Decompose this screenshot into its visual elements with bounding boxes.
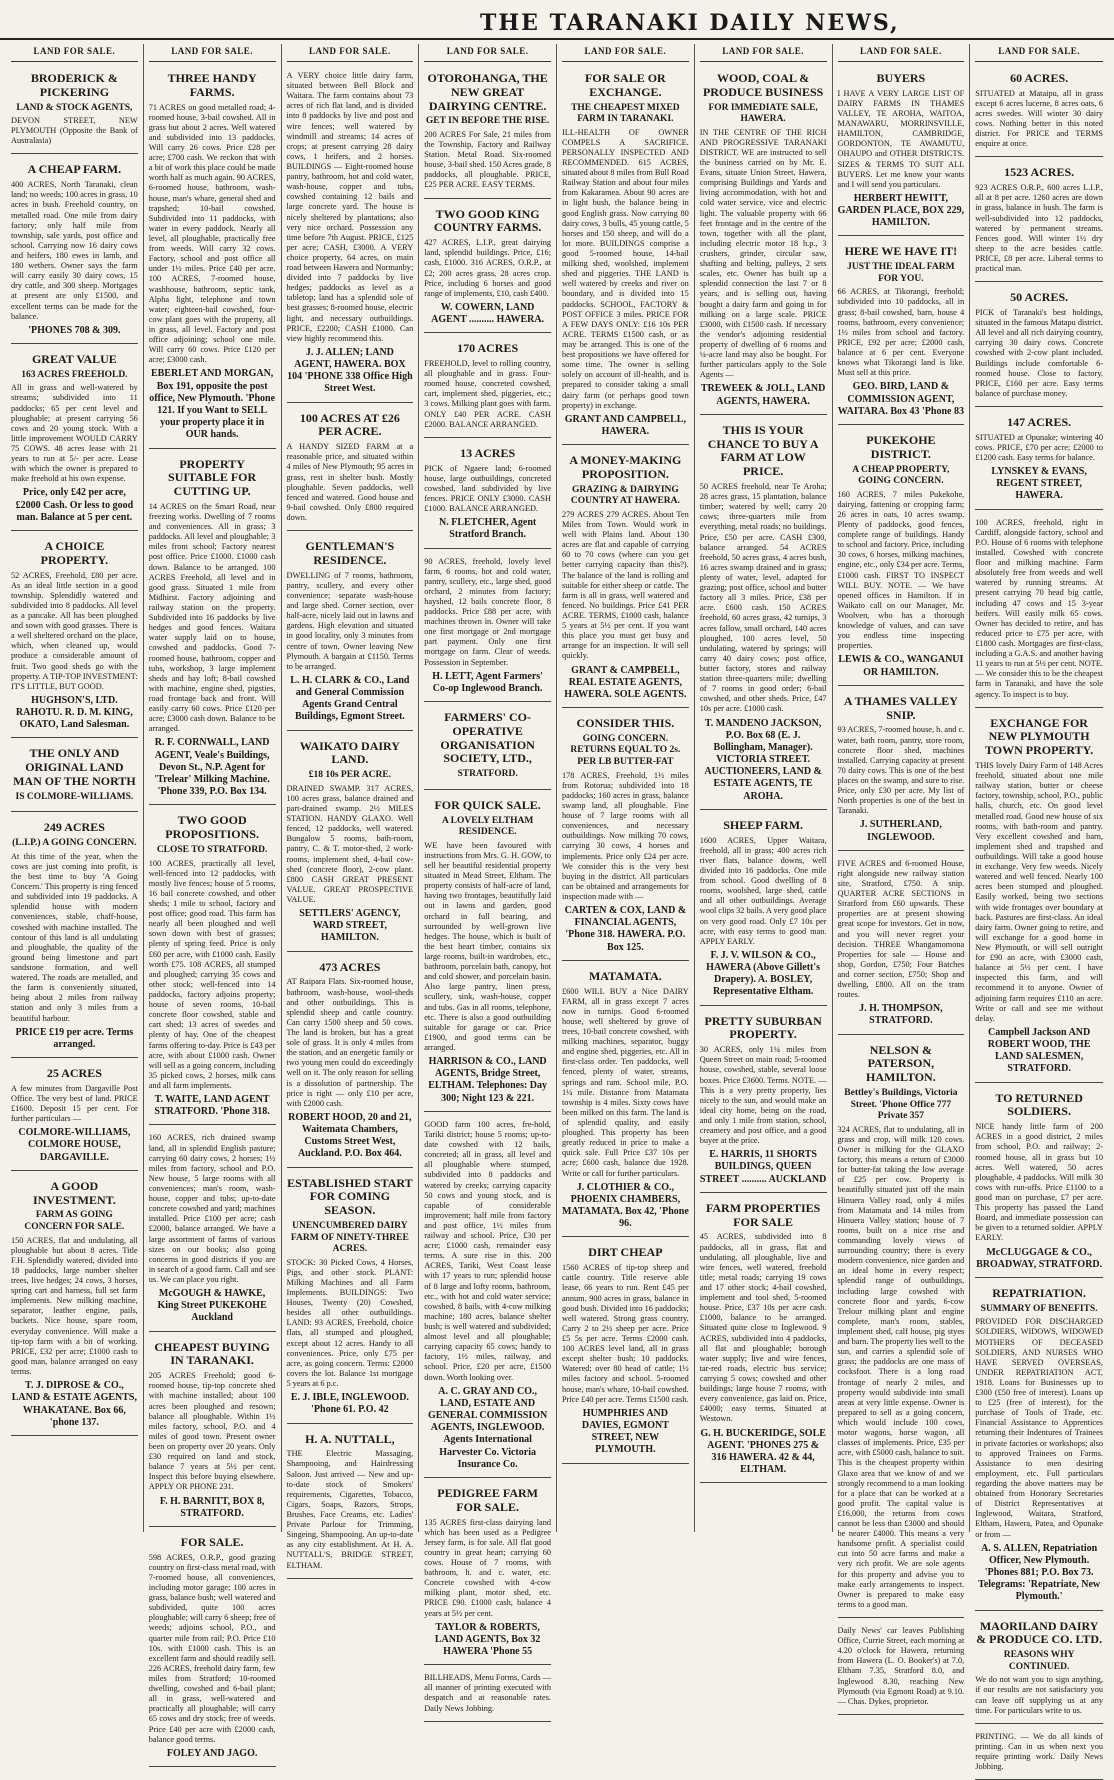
- ad-title: WAIKATO DAIRY LAND.: [299, 738, 400, 767]
- classified-ad: [424, 441, 551, 549]
- ad-body: 427 ACRES, L.I.P., great dairying land, splendid buildings. Price, £16; cash, £1000. 316 ACRES, O.R.P., at £2; 200 acres grass, 28 acres crop. Price, including 6 horses and good range of implements, £10, cash £400.: [424, 238, 551, 298]
- ad-agent: FOLEY AND JAGO.: [166, 1747, 258, 1759]
- ad-body: All in grass and well-watered by streams; subdivided into 11 paddocks; 65 per cent level and ploughable; at present carrying 56 cows and 20 young stock. With a little improvement WOULD CARRY 75 COWS. 48 acres lease with 21 years to run at 5/- per acre. Lease with which the owner is prepared to make freehold at his own expense.: [11, 383, 138, 484]
- classified-ad: [11, 815, 138, 1058]
- classified-ad: [975, 711, 1103, 1083]
- ad-agent: TAYLOR & ROBERTS, LAND AGENTS, Box 32 HAWERA 'Phone 55: [434, 1621, 541, 1658]
- classified-ad: [700, 66, 827, 415]
- classified-ad: [11, 534, 138, 738]
- classified-ad: [562, 711, 689, 961]
- ad-body: DRAINED SWAMP. 317 ACRES, 100 acres grass, balance drained and part-drained swamp. 2½ MILES STATION. HANDY GLAXO. Well fenced, 12 paddocks, well watered. Bungalow 5 rooms, bath-room, pantry, C. & T. motor-shed, 2 work-rooms, implement shed, 4-bail cow-shed (concrete floor), 2-cow plant. £800 CASH GREAT PRESENT VALUE. GREAT PROSPECTIVE VALUE.: [286, 783, 414, 904]
- ad-subtitle: £18 10s PER ACRE.: [308, 770, 392, 781]
- ad-subtitle: FARM AS GOING CONCERN FOR SALE.: [24, 1210, 125, 1233]
- ad-title: PUKEKOHE DISTRICT.: [866, 432, 936, 461]
- ad-subtitle: (L.I.P.) A GOING CONCERN.: [12, 838, 137, 849]
- ad-title: PROPERTY SUITABLE FOR CUTTING UP.: [168, 456, 257, 499]
- classified-ad: [424, 1668, 551, 1721]
- classified-ad: [424, 202, 551, 334]
- ad-body: PRINTING. — We do all kinds of printing. Can in us when next you require printing work. Daily News Jobbing.: [975, 1731, 1103, 1772]
- ad-body: BILLHEADS, Menu Forms, Cards — all manner of printing executed with despatch and at reasonable rates. Daily News Jobbing.: [424, 1673, 552, 1713]
- ad-agent: F. H. BARNITT, BOX 8, STRATFORD.: [159, 1495, 265, 1519]
- ad-body: At this time of the year, when the cows are just coming into profit, is the best time to buy 'A Going Concern.' This property is ring fenced and subdivided into 19 paddocks. A splendid house with modern conveniences, stable, chaff-house, cowshed with machine installed. The contour of this land is all undulating and ploughable, the quality of the ground being limestone and part sandstone formation, and well watered. The roads are metalled, and the farm is conveniently situated, being about 2 miles from railway station and only 3 miles from a beautiful harbour.: [11, 851, 138, 1023]
- ad-body: 400 ACRES, North Taranaki, clean land; no weeds; 100 acres in grass, 10 acres in bush. Freehold country, on metalled road. One mile from dairy factory; only half mile from township, sale yards, post office and school. Carrying now 16 dairy cows and heifers, 180 ewes in lamb, and 180 wethers. Owner says the farm will carry easily 30 dairy cows, 15 dry cattle, and 300 sheep. Mortgages at present are only £1500, and excellent terms can be made for the balance.: [11, 180, 138, 321]
- ad-agent: GRANT AND CAMPBELL, HAWERA.: [564, 413, 686, 437]
- classified-ad: [287, 534, 414, 730]
- classified-ad: [975, 66, 1103, 157]
- ad-subtitle: THE CHEAPEST MIXED FARM IN TARANAKI.: [571, 102, 680, 125]
- column-4: [419, 44, 557, 1713]
- ad-body: 598 ACRES, O.R.P., good grazing country on first-class metal road, with 7-roomed house, all conveniences, including motor garage; 100 acres in grass, balance bush; well watered and subdivided, quite 100 acres ploughable; will carry 6 sheep; free of weeds; adjoins school, P.O., and quarter mile from rail; P.O. Price £10 10s. with £1000 cash. This is an excellent farm and should readily sell. 226 ACRES, freehold dairy farm, few miles from Stratford; 10-roomed dwelling, cowshed and 6-bail plant; all in grass, well-watered and practically all ploughable; will carry 65 cows and dry stock; free of weeds. Price £40 per acre with £2000 cash, balance good terms.: [148, 1552, 276, 1744]
- newspaper-title: THE TARANAKI DAILY NEWS,: [480, 10, 900, 36]
- ad-title: REPATRIATION.: [992, 1285, 1086, 1300]
- classified-ad: [287, 1427, 414, 1579]
- ad-title: BRODERICK & PICKERING: [30, 70, 118, 99]
- classified-ad: [975, 410, 1103, 510]
- column-heading: LAND FOR SALE.: [11, 44, 138, 62]
- ad-body: WE have been favoured with instructions from Mrs. G. H. GOW, to sell her beautiful residential property situated in Mead Street, Eltham. The property consists of half-acre of land, having two frontages, beautifully laid out in lawns and garden, good orchard in full bearing, and surrounded by well-grown live hedges. The house, which is built of the best heart timber, contains six large rooms, built-in wardrobes, etc., bathroom, porcelain bath, canopy, hot and cold shower, and porcelain basin. Also large pantry, linen press, scullery, sink, wash-house, copper and tubs. Gas in all rooms, telephone, etc. There is also a good outbuilding suitable for garage or car. Price £1900, and good terms can be arranged.: [424, 840, 551, 1052]
- ad-agent: J. CLOTHIER & CO., PHOENIX CHAMBERS, MATAMATA. Box 42, 'Phone 96.: [562, 1181, 689, 1230]
- ad-title: BUYERS: [876, 70, 926, 85]
- classified-ad: [975, 285, 1103, 407]
- classified-ad: [838, 239, 965, 425]
- ad-body: 200 ACRES For Sale, 21 miles from the Township, Factory and Railway Station. Metal Road. Six-roomed house, 3-bail shed. 150 Acres grade, 8 paddocks, all ploughable. PRICE, £25 PER ACRE. EASY TERMS.: [424, 129, 551, 190]
- classified-ad: [975, 1086, 1103, 1278]
- ad-agent: PRICE £19 per acre. Terms arranged.: [15, 1026, 134, 1050]
- ad-agent: HUMPHRIES AND DAVIES, EGMONT STREET, NEW PLYMOUTH.: [581, 1407, 669, 1456]
- ad-agent: T. J. DIPROSE & CO., LAND & ESTATE AGENTS, WHAKATANE. Box 66, 'phone 137.: [11, 1380, 137, 1428]
- ad-body: 178 ACRES, Freehold, 1½ miles from Rotorua; subdivided into 18 paddocks; 160 acres in grass, balance swamp land, all ploughable. Fine house of 7 large rooms with all conveniences, and necessary outbuildings. Now milking 70 cows, carrying 30 cows, 4 horses and implements. Price only £24 per acre. We consider this is the very best buying in the district. All particulars can be obtained and arrangements for inspection made with —: [562, 770, 689, 901]
- ad-subtitle: CLOSE TO STRATFORD.: [156, 844, 268, 855]
- ad-agent: E. HARRIS, 11 SHORTS BUILDINGS, QUEEN STREET .......... AUCKLAND: [699, 1149, 827, 1185]
- ad-body: 14 ACRES on the Smart Road, near freezing works. Dwelling of 7 rooms and conveniences. All in grass; 3 paddocks. All level and ploughable; 3 miles from school; Factory nearest post office. Price £1000. £1000 cash down. Balance to be arranged. 100 ACRES Freehold, all level and in good grass. Situated 1 mile from Midhirst. Factory adjoining and railway station on the property. Subdivided into 16 paddocks by live hedges and good fences. Waitara water supply laid on to house, cowshed and paddocks. Good 7-roomed house, bathroom, copper and tubs, workshop, 3 large implement sheds and hay loft; 8-bail cowshed with machine, engine shed, pigsties, road frontage back and front. Will easily carry 60 cows. Price £120 per acre; £3000 cash down. Balance to be arranged.: [148, 501, 276, 734]
- classified-ad: [424, 336, 551, 438]
- classified-ad: [424, 1115, 551, 1478]
- ad-body: GOOD farm 100 acres, fre-hold, Tariki district; house 5 rooms; up-to-date cowshed with 12 bails, concreted; all in grass, all level and all ploughable where stumped, subdivided into 8 paddocks and watered by creeks; carrying capacity 50 cows and young stock, and is capable of considerable improvement; half mile from factory and post office, 1½ miles from railway and school. Price, £30 per acre; £1000 cash, remainder easy terms. A sure rise in this. 200 ACRES, Tariki, West Coast lease with 17 years to run; splendid house of 8 large and lofty rooms, bathroom, etc., with hot and cold water service; cowshed, 8 bails, with 4-cow milking machine; 180 acres, balance shelter bush; is well watered and subdivided; almost level and all ploughable; carrying capacity 65 cows; handy to factory, 1½ miles, railway, and school. Price, £20 per acre, £1500 down. Worth looking over.: [424, 1119, 551, 1382]
- column-1: [6, 44, 144, 1532]
- ad-agent: Price, only £42 per acre, £2000 Cash. Or less to good man. Balance at 5 per cent.: [15, 487, 134, 523]
- ad-title: TWO GOOD KING COUNTRY FARMS.: [433, 206, 542, 235]
- ad-agent: Campbell Jackson AND ROBERT WOOD, THE LAND SALESMEN, STRATFORD.: [987, 1026, 1091, 1075]
- classified-ad: [11, 347, 138, 531]
- ad-title: ESTABLISHED START FOR COMING SEASON.: [287, 1175, 413, 1218]
- ad-title: GENTLEMAN'S RESIDENCE.: [305, 539, 395, 567]
- classified-ad: [287, 1171, 414, 1424]
- ad-title: OTOROHANGA, THE NEW GREAT DAIRYING CENTRE.: [427, 70, 548, 113]
- ad-title: DIRT CHEAP: [588, 1245, 663, 1260]
- ad-body: 50 ACRES freehold, near Te Aroha; 28 acres grass, 15 plantation, balance timber; watered by well; carry 20 cows; three-quarters mile from everything, metal roads; no buildings. Price, £50 per acre. CASH £300, balance arranged. 54 ACRES freehold, 50 acres grass, 4 acres bush, 16 acres swamp drained and in grass; plenty of water, level, adapted for grazing; post office, school and butter factory all 3 miles. Price, £38 per acre. £600 cash. 150 ACRES freehold, 60 acres grass, 42 turnips, 3 acres fallow, small orchard, 140 acres ploughed, 100 acres level, 50 undulating, watered by springs; will carry 40 dairy cows; post office, butter factory, stores and railway station three-quarters mile; dwelling of 7 rooms in good order; 6-bail cowshed, and other sheds. Price, £47 10s per acre. £1000 cash.: [699, 482, 827, 714]
- classified-ad: [424, 1481, 551, 1665]
- ad-agent: HARRISON & CO., LAND AGENTS, Bridge Street, ELTHAM. Telephones: Day 300; Night 123 & 221.: [428, 1056, 548, 1104]
- ad-subtitle: STRATFORD.: [457, 769, 518, 780]
- ad-body: 160 ACRES, rich drained swamp land, all in splendid English pasture; carrying 60 dairy cows, 2 horses; 1½ miles from factory, school and P.O. New house, 5 large rooms with all conveniences; man's room, wash-house, copper and tubs; up-to-date concrete cowshed and yard; machines installed. Price £100 per acre; cash £2000, balance arranged. We have a large assortment of farms of various sizes on our books; also going concerns in good districts if you are in search of a good farm. Call and see us. We can place you right.: [148, 1133, 276, 1284]
- classified-ad: [11, 1174, 138, 1436]
- classified-ad: [562, 448, 689, 708]
- column-heading: LAND FOR SALE.: [149, 44, 276, 62]
- classified-ad: [700, 418, 827, 810]
- ad-body: We do not want you to sign anything, if our results are not satisfactory you can leave off supplying us at any time. For particulars write to us.: [975, 1675, 1103, 1715]
- ad-title: 100 ACRES AT £26 PER ACRE.: [299, 410, 400, 439]
- ad-subtitle: GRAZING & DAIRYING COUNTRY AT HAWERA.: [570, 484, 680, 507]
- ad-body: 100 ACRES, practically all level, well-fenced into 12 paddocks, with mostly live fences; house of 5 rooms, 16 bail concrete cowshed, and other sheds; 1 mile to school, factory and post office; good road. This farm has nearly all been ploughed and well sown down with best of grasses; plenty of spring feed. Price is only £60 per acre, with £1000 cash. Easily worth £75. 108 ACRES, all stumped and ploughed; carrying 35 cows and other stock; well-fenced into 14 paddocks, factory adjoins property; house of seven rooms, 10-bail concrete floor cowshed, stable and cart shed; 13 acres of swedes and plenty of hay. One of the cheapest farms offering to-day. Price is £43 per acre, with about £1000 cash. Owner will sell as a going concern, including 35 picked cows, 2 horses, milk cans and all farm implements.: [148, 858, 276, 1090]
- ad-body: 279 ACRES 279 ACRES. About Ten Miles from Town. Would work in well with Plains land. About 130 acres are flat and capable of carrying 60 to 70 cows (where can you get better carrying capacity than this?). The balance of the land is rolling and suitable for either sheep or cattle. The farm is all in grass, well watered and fenced. No buildings. Price £41 PER ACRE. TERMS, £1000 cash, balance 5 years at 5½ per cent. If you want this place you must get busy and arrange for an inspection. It will sell quickly.: [562, 509, 689, 661]
- classified-ad: [700, 1009, 827, 1193]
- ad-title: A THAMES VALLEY SNIP.: [843, 693, 958, 722]
- classified-ad: [700, 813, 827, 1006]
- ad-body: PROVIDED FOR DISCHARGED SOLDIERS, WIDOWS, WIDOWED MOTHERS OF DECEASED SOLDIERS, AND NURSES WHO HAVE SERVED OVERSEAS, UNDER REPATRIATION ACT, 1918. Loans for Businesses up to £300 (£50 free of interest). Loans up to £25 (free of interest), for the purchase of Tools of Trade, etc. Financial Assistance to Apprentices returning their Indentures of Trainees in private factories or workshops; also to approved Trainees on Farms. Assistance to men desiring employment, etc. Full particulars regarding the above matters may be obtained from Honorary Secretaries of District Representatives at Inglewood, Waitara, Stratford, Eltham, Hawera, Patea, and Opunake or from —: [975, 1317, 1103, 1539]
- ad-subtitle: Bettley's Buildings, Victoria Street. 'Phone Office 777 Private 357: [844, 1088, 958, 1122]
- classified-ad: [700, 1196, 827, 1483]
- ad-subtitle: GOING CONCERN. RETURNS EQUAL TO 2s. PER LB BUTTER-FAT: [570, 733, 681, 768]
- ad-agent: E. J. IBLE, INGLEWOOD. 'Phone 61. P.O. 42: [290, 1392, 409, 1416]
- ad-body: A few minutes from Dargaville Post Office. The very best of land. PRICE £1600. Deposit 15 per cent. For further particulars —: [11, 1083, 138, 1124]
- ad-body: A VERY choice little dairy farm, situated between Bell Block and Waitara. The farm contains about 73 acres of rich flat land, and is divided into 8 paddocks by live and post and wire fences; well watered by windmill and streams; 14 acres of crops; at present carrying 28 dairy cows, 1 heifers, and 2 horses. BUILDINGS — Eight-roomed house pantry, bathroom, hot and cold water, wash-house, copper and tubs, cowshed containing 12 bails and large concrete yard. The house is nicely sheltered by plantations; also very nice orchard. Possession any time before 7th August. PRICE, £125 per acre; CASH, £3000. A VERY choice property, 64 acres, on main road between Hawera and Normanby; divided into 7 paddocks by live hedges; paddocks as level as a tabletop; land has a splendid sole of best grasses; 8-roomed house, electric light, and necessary outbuildings. PRICE, £2200; CASH £1000. Can view highly recommend this.: [286, 70, 414, 343]
- ad-body: SITUATED at Mataipu, all in grass except 6 acres lucerne, 8 acres oats, 6 acres swedes. Will winter 30 dairy cows. Nothing better in this noted district. For PRICE and TERMS enquire at once.: [975, 88, 1103, 149]
- classified-ad: [11, 1061, 138, 1171]
- ad-body: AT Raipara Flats. Six-roomed house, bathroom, wash-house, wool-sheds and other outbuildings. This is splendid sheep and cattle country. Can carry 1500 sheep and 50 cows. The land is broken, but has a great sole of grass. It is only 4 miles from the station, and an energetic family or two young men could do exceedingly well on it. The only reason for selling is a dissolution of partnership. The price is right — only £10 per acre, with £2000 cash.: [286, 977, 414, 1108]
- ad-agent: T. WAITE, LAND AGENT STRATFORD. 'Phone 318.: [154, 1094, 270, 1118]
- ad-title: H. A. NUTTALL,: [305, 1431, 395, 1446]
- ad-agent: LEWIS & CO., WANGANUI OR HAMILTON.: [838, 654, 964, 678]
- ad-title: THE ONLY AND ORIGINAL LAND MAN OF THE NORTH: [13, 746, 136, 789]
- ad-title: 1523 ACRES.: [1004, 165, 1075, 180]
- ad-body: FIVE ACRES and 6-roomed House, right alongside new railway station site, Stratford, £750. A snip. QUARTER ACRE SECTIONS in Stratford from £60 upwards. These properties are at present showing great scope for investors. Get in now, and you will never regret your decision. THREE Whangamomona Properties for sale — House and shop, Gordon, £750; Four Batches and corner section, £750; Shop and dwelling, £800. All on the tram routes.: [837, 858, 965, 1000]
- ad-body: PICK of Ngaere land; 6-roomed house, large outbuildings, concreted cowshed, land subdivided by live fences. PRICE ONLY £3000. CASH £1000. BALANCE ARRANGED.: [424, 463, 551, 514]
- ad-title: A MONEY-MAKING PROPOSITION.: [569, 453, 682, 481]
- classified-ad: [838, 66, 965, 236]
- column-2: [144, 44, 282, 1759]
- ad-body: A HANDY SIZED FARM at a reasonable price, and situated within 4 miles of New Plymouth; 95 acres in grass, rest in shelter bush. Mostly ploughable. Seven paddocks, well fenced and watered. Good house and 9-bail cowshed. Only £800 required down.: [286, 442, 414, 523]
- ad-title: FOR QUICK SALE.: [434, 797, 541, 812]
- ad-agent: L. H. CLARK & CO., Land and General Commission Agents Grand Central Buildings, Egmont Street.: [290, 674, 410, 723]
- ad-agent: McCLUGGAGE & CO., BROADWAY, STRATFORD.: [976, 1246, 1103, 1270]
- ad-body: STOCK: 30 Picked Cows, 4 Horses, Pigs, and other stock. PLANT: Milking Machines and all Farm Implements. BUILDINGS: Two Houses, Twenty (20) Cowshed, besides all other outbuildings. LAND: 93 ACRES, Freehold, choice flats, all stumped and ploughed, except about 12 acres. Handy to all conveniences. Price, only £75 per acre, as going concern. Terms: £2000 covers the lot. Balance 1st mortgage 5 years at 6 p.c.: [286, 1257, 414, 1389]
- ad-body: 45 ACRES, subdivided into 8 paddocks, all in grass, flat and undulating, all ploughable, live and wire fences, well watered, freehold title; metal roads; carrying 19 cows and 17 other stock; 4-bail cowshed, implement and tool shed, 5-roomed house. Price, £37 10s per acre cash. £1000, balance to be arranged. Situated quite close to Inglewood. 9 ACRES, subdivided into 4 paddocks, all flat and ploughable; borough water supply; live and wire fences, tar-red roads, electric bus service; carrying 5 cows; cowshed and other buildings; large house 7 rooms, with every convenience, gas laid on. Price, £4000; easy terms. Situated at Westown.: [699, 1232, 827, 1424]
- ad-agent: J. J. ALLEN; LAND AGENT, HAWERA. BOX 104 'PHONE 338 Office High Street West.: [287, 346, 413, 395]
- classified-ad: [287, 734, 414, 952]
- ad-body: Daily News' car leaves Publishing Office, Currie Street, each morning at 4.20 o'clock for Hawera, returning from Hawera (L. O. Booker's) at 7.0, Eltham 7.35, Stratford 8.0, and Inglewood 8.30, reaching New Plymouth (via Egmont Road) at 9.10. — Chas. Dykes, proprietor.: [837, 1626, 965, 1706]
- classified-ad: [562, 964, 689, 1238]
- ad-title: A GOOD INVESTMENT.: [32, 1178, 116, 1207]
- ad-title: 249 ACRES: [43, 820, 105, 835]
- ad-body: 71 ACRES on good metalled road; 4-roomed house, 3-bail cowshed. All in grass but about 2 acres. Well watered and subdivided into 13 paddocks. Will carry 26 cows. Price £28 per acre; £700 cash. We reckon that with a bit of work this place could be made worth half as much again. 90 ACRES, 6-roomed house, bathroom, wash-house, man's whare, general shed and trapshed; 10-bail cowshed. Subdivided into 11 paddocks, with water in every paddock. Nearly all level, all ploughable, practically free from weeds. Will carry 32 cows. Factory, school and post office all under 1½ miles. Price £40 per acre. 100 ACRES, 7-roomed house, washhouse, bathroom, septic tank, Alpha light, telephone and town water; eighteen-bail cowshed, four-cow plant goes with the property, all in grass, all level. Factory and post office adjoining; school one mile. Will carry 60 cows. Price £120 per acre; £3000 cash.: [148, 102, 276, 365]
- ad-body: 52 ACRES, Freehold, £80 per acre. As an ideal little section in a good township. Splendidly watered and subdivided into 8 paddocks. All level as a pancake. All has been ploughed and sown with good grasses. There is a well sheltered orchard on the place, which, when cleaned up, would produce a considerable amount of fruit. Two good sheds go with the property. A TIP-TOP INVESTMENT: IT'S LITTLE, BUT GOOD.: [11, 570, 138, 691]
- classified-ad: [149, 808, 276, 1125]
- column-heading: LAND FOR SALE.: [424, 44, 551, 62]
- ad-body: DWELLING of 7 rooms, bathroom, pantry, scullery, and every other convenience; separate wash-house and large shed. Corner section, over half-acre, nicely laid out in lawns and gardens. High elevation and situated in good locality, only 3 minutes from centre of town. Owner leaving New Plymouth. A bargain at £1150. Terms to be arranged.: [286, 570, 414, 671]
- ad-agent: A. S. ALLEN, Repatriation Officer, New Plymouth. 'Phones 881; P.O. Box 73. Telegrams: 'Repatriate, New Plymouth.': [978, 1542, 1101, 1603]
- ad-title: GREAT VALUE: [31, 351, 117, 366]
- ad-body: 205 ACRES Freehold; good 6-roomed house, tip-top concrete shed with machine installed; about 100 acres been ploughed and resown; balance all ploughable. Within 1½ miles factory, school, P.O. and 4 miles of good town. Present owner been on property over 20 years. Only £30 required on land and stock, balance 7 years at 5½ per cent. Inspect this before buying elsewhere. APPLY OR PHONE 231.: [148, 1371, 276, 1492]
- ad-agent: N. FLETCHER, Agent Stratford Branch.: [439, 517, 537, 541]
- ad-subtitle: 163 ACRES FREEHOLD.: [21, 369, 128, 380]
- classified-ad: [287, 406, 414, 531]
- ad-body: 135 ACRES first-class dairying land which has been used as a Pedigree Jersey farm, is for sale. All flat good country in great heart; carrying 60 cows. House of 7 rooms, with bathroom, h. and c. water, etc. Concrete cowshed with 4-cow milking plant, motor shed, etc. PRICE £90. £1000 cash, balance 4 years at 5½ per cent.: [424, 1517, 551, 1618]
- ad-title: 25 ACRES: [46, 1066, 102, 1081]
- ad-title: 473 ACRES: [319, 959, 381, 974]
- ad-agent: GRANT & CAMPBELL, REAL ESTATE AGENTS, HAWERA. SOLE AGENTS.: [564, 664, 687, 700]
- column-5: [557, 44, 695, 1532]
- ad-agent: COLMORE-WILLIAMS, COLMORE HOUSE, DARGAVILLE.: [18, 1127, 131, 1163]
- ad-subtitle: UNENCUMBERED DAIRY FARM OF NINETY-THREE ACRES.: [290, 1220, 409, 1255]
- ad-body: THE Electric Massaging, Shampooing, and Hairdressing Saloon. Just arrived — New and up-to-date stock of Smokers' requirements, Cigarettes, Tobacco, Cigars, Soaps, Razors, Strops, Brushes, Face Creams, etc. Ladies' Private Parlour for Trimming, Singeing, Shampooing. An up-to-date as any city establishment. At H. A. NUTTALL'S, BRIDGE STREET, ELTHAM.: [286, 1449, 414, 1570]
- ad-title: THREE HANDY FARMS.: [167, 70, 257, 99]
- ad-agent: HERBERT HEWITT, GARDEN PLACE, BOX 229, HAMILTON.: [837, 192, 965, 229]
- ad-body: 1560 ACRES of tip-top sheep and cattle country. Title reserve able lease, 66 years to run. Rent £45 per annum. 900 acres in grass, balance in good bush. Divided into 16 paddocks; well watered. Strong grass country. Carry 2 to 2½ sheep per acre. Price £5 5s per acre. Terms £2000 cash. 100 ACRES level land, all in grass except shelter bush; 10 paddocks. Watered; over 80 head of cattle; 1½ miles factory and school. 5-roomed house, man's whare, 10-bail cowshed. Price £40 per acre. Terms £1500 cash.: [562, 1263, 689, 1404]
- ad-title: TO RETURNED SOLDIERS.: [995, 1090, 1083, 1119]
- column-3: [282, 44, 420, 1570]
- ad-agent: H. LETT, Agent Farmers' Co-op Inglewood Branch.: [432, 670, 543, 694]
- ad-body: DEVON STREET, NEW PLYMOUTH (Opposite the Bank of Australasia): [11, 116, 138, 146]
- ad-body: 150 ACRES, flat and undulating, all ploughable but about 8 acres. Title F.H. Splendidly watered, divided into 18 paddocks, large number shelter trees, live hedges; 24 cows, 3 horses, spring cart and harness, full set farm implements. New milking machine, separator, leather engine, pails, buckets. Nice house, spare room, everyday convenience. Will make a tip-top farm with a bit of working. PRICE, £32 per acre; £1000 cash to good man, balance arranged on easy terms.: [11, 1235, 138, 1377]
- ad-agent: W. COWERN, LAND AGENT .......... HAWERA.: [431, 301, 545, 326]
- ad-title: A CHEAP FARM.: [27, 162, 122, 177]
- classified-ad: [11, 741, 138, 812]
- ad-subtitle: A CHEAP PROPERTY, GOING CONCERN.: [852, 464, 950, 487]
- ad-body: 923 ACRES O.R.P., 600 acres L.I.P., all at 8 per acre. 1260 acres are down in grass, balance in bush. The farm is well-subdivided into 12 paddocks, watered by permanent streams. Fences good. Will winter 1½ dry sheep to the acre besides cattle. PRICE, £8 per acre. Liberal terms to practical man.: [975, 183, 1103, 274]
- classified-ad: [975, 1281, 1103, 1611]
- classified-ad: [838, 689, 965, 851]
- classified-ad: [838, 1621, 965, 1715]
- classified-ad: [562, 1240, 689, 1463]
- ad-agent: McGOUGH & HAWKE, King Street PUKEKOHE Auckland: [157, 1288, 267, 1324]
- ad-subtitle: JUST THE IDEAL FARM FOR YOU.: [847, 262, 955, 284]
- ad-title: SHEEP FARM.: [723, 817, 804, 832]
- ad-agent: T. MANDENO JACKSON, P.O. Box 68 (E. J. Bollingham, Manager). VICTORIA STREET. AUCTIONEERS, LAND & ESTATE AGENTS, TE AROHA.: [704, 717, 822, 802]
- ad-body: 324 ACRES, flat to undulating, all in grass and crop, will milk 120 cows. Owner is milking for the GLAXO factory, this means a return of £3000 for butter-fat taking the low average of £25 per cow. Property is beautifully situated just off the main Hinuera Valley road, only 4 miles from Matamata and 14 miles from Hinuera Valley station; house of 7 rooms, built on a nice rise and commanding lovely views of surrounding country; there is every modern convenience, nice garden and an ideal home in every respect; splendid range of outbuildings, including large cowshed with concrete floor and yards, 6-cow Trelour milking plant and engine complete, man's room, stables, implement shed, calf house, pig styes and barn. The property lies well to the sun, and carries a splendid sole of grass; the paddocks are one mass of cocksfoot. There is a long road frontage of nearly 2 miles, and property would subdivide into small areas at very little expense. Owner is prepared to sell as a going concern, which would include 100 cows, motor wagons, horse wagon, all classes of implements. Price, £35 per acre, with £5000 cash, balance to suit. This is the cheapest property within Glaxo area that we know of and we strongly recommend to a man looking for a place that can be worked at a good profit. The capital value is £16,000, the returns from cows cannot be less than £3000 and should be nearer £4000. This means a very handsome profit. A specialist could cut into 50 acre farms and make a very rich profit. We are sole agents for this property and advise you to make early arrangements to inspect. Owner is prepared to make easy terms to a good man.: [837, 1124, 965, 1609]
- classified-ad: [424, 66, 551, 199]
- column-heading: LAND FOR SALE.: [975, 44, 1103, 62]
- classified-ad: [562, 66, 689, 445]
- classified-ad: [838, 854, 965, 1035]
- ad-body: IN THE CENTRE OF THE RICH AND PROGRESSIVE TARANAKI DISTRICT. WE are instructed to sell the business carried on by Mr. E. Evans, situate Union Street, Hawera, comprising Buildings and Yards and living accommodation, with hot and cold water service, vice and electric light. The valuable property with 66 feet frontage and in the centre of the town, together with all the plant, including electric motor 18 h.p., 3 crushers, grinder, circular saw, shafting and belting, pulleys, 2 sets scales, etc. Owner has built up a splendid connection the last 7 or 8 years, and is selling out, having bought a dairy farm and going in for milking on a large scale. PRICE £3000, with £1500 cash. If necessary the vendor's adjoining residential property of dwelling of 6 rooms and ¼-acre land may also be bought. For further particulars apply to the Sole Agents —: [699, 127, 827, 380]
- ad-title: EXCHANGE FOR NEW PLYMOUTH TOWN PROPERTY.: [984, 715, 1094, 758]
- ad-title: PEDIGREE FARM FOR SALE.: [437, 1486, 539, 1514]
- ad-title: A CHOICE PROPERTY.: [40, 539, 109, 567]
- ad-title: 60 ACRES.: [1010, 70, 1069, 85]
- ad-agent: 'PHONES 708 & 309.: [28, 324, 121, 336]
- ad-title: TWO GOOD PROPOSITIONS.: [165, 813, 259, 842]
- classified-ad: [424, 705, 551, 790]
- ad-agent: J. H. THOMPSON, STRATFORD.: [859, 1003, 943, 1027]
- ad-body: £600 WILL BUY a Nice DAIRY FARM, all in grass except 7 acres now in turnips. Good 6-roomed house, well sheltered by grove of trees, 10-bail concrete cowshed, with milking machines, separator, buggy and engine shed, piggeries, etc. All in first-class order. Ten paddocks, well fenced, plenty of water, streams, springs and ram. School mile, P.O. 1¼ mile. Distance from Matamata township is 4 miles. Sixty cows have been milked on this farm. The land is of splendid quality, and easily ploughed. This property has been greatly reduced in price to make a quick sale. Full Price £37 10s per acre; £600 cash, balance due 1928. Write or call for further particulars.: [562, 986, 689, 1178]
- ad-agent: G. H. BUCKERIDGE, SOLE AGENT. 'PHONES 275 & 316 HAWERA. 42 & 44, ELTHAM.: [700, 1427, 826, 1476]
- ad-subtitle: REASONS WHY CONTINUED.: [1003, 1650, 1075, 1672]
- ad-agent: R. F. CORNWALL, LAND AGENT, Veale's Buildings, Devon St., N.P. Agent for 'Trelear' Milking Machine. 'Phone 339, P.O. Box 134.: [154, 737, 270, 798]
- ad-body: 90 ACRES, freehold, lovely level farm, 6 rooms, hot and cold water, pantry, scullery, etc., large shed, good orchard, 2 minutes from factory; hayshed, 12 bails concrete floor, 8 paddocks. Price £88 per acre, with machines thrown in. Owner will take one first mortgage or 2nd mortgage part payment. Only one first mortgage on farm. Clear of weeds. Possession in September.: [424, 556, 551, 667]
- column-7: [833, 44, 971, 1706]
- classified-ad: [975, 1614, 1103, 1724]
- column-heading: LAND FOR SALE.: [838, 44, 965, 62]
- ad-body: PICK of Taranaki's best holdings, situated in the famous Matapu district. All level and all rich dairying country, carrying 30 dairy cows. Concrete cowshed with 2-cow plant included. Buildings include comfortable 6-roomed house. Close to factory. PRICE, £160 per acre. Easy terms balance of purchase money.: [975, 308, 1103, 398]
- ad-body: 160 ACRES, 7 miles Pukekohe, dairying, fattening or cropping farm; 26 acres in oats, 10 acres swamp. Plenty of paddocks, good fences, complete range of buildings. Handy to school and factory. Price, including 30 cows, 6 horses, milking machines, engine, etc., only £34 per acre. Terms, £1000 cash. FIRST TO INSPECT WILL BUY. NOTE. — We have opened offices in Hamilton. If in Waikato call on our Manager, Mr. Woolven, who has a thorough knowledge of values, and can save you endless time inspecting properties.: [837, 489, 965, 651]
- ad-subtitle: LAND & STOCK AGENTS,: [16, 102, 133, 113]
- ad-subtitle: SUMMARY OF BENEFITS.: [980, 1303, 1098, 1314]
- ad-body: 100 ACRES, freehold, right in Cardiff, alongside factory, school and P.O. House of 6 rooms with telephone installed. Cowshed with concrete floor and milking machine. Farm absolutely free from weeds and well watered by running streams. At present carrying 70 head big cattle, including 47 cows and 15 3-year heifers. Will easily milk 65 cows. Owner has decided to retire, and has reduced price to £75 per acre, with £1800 cash. Mortgages are first-class, including a G.A.S. and another having 11 years to run at 5½ per cent. NOTE. — We consider this to be the cheapest farm in Taranaki, and have the sole agency. To inspect is to buy.: [975, 517, 1103, 699]
- ad-body: 30 ACRES, only 1¼ miles from Queen Street on main road; 5-roomed house, cowshed, stable, several loose boxes. Price £3600. Terms. NOTE. — This is a very pretty property, lies nicely to the sun, and would make an ideal city home, being on the road, and only 1 mile from station, school, creamery and post office, and a good buyer at the price.: [699, 1045, 827, 1146]
- classified-ad: [838, 1038, 965, 1618]
- ad-body: NICE handy little farm of 200 ACRES in a good district, 2 miles from school, P.O. and railway; 2-roomed house, all in grass but 10 acres. Well watered, 50 acres ploughable, 4 paddocks. Will milk 30 cows with run-offs. Price £1100 to a good man on purchase, £7 per acre. This property has passed the Land Board, and immediate possession can be given to a returned soldier. APPLY EARLY.: [975, 1122, 1103, 1243]
- classified-ad: [975, 1727, 1103, 1780]
- ad-title: MAORILAND DAIRY & PRODUCE CO. LTD.: [976, 1618, 1103, 1647]
- ad-title: FOR SALE.: [180, 1534, 244, 1549]
- ad-agent: GEO. BIRD, LAND & COMMISSION AGENT, WAITARA. Box 43 'Phone 83: [837, 381, 964, 417]
- classified-columns: [6, 44, 1108, 1772]
- classified-ad: [975, 513, 1103, 708]
- ad-title: WOOD, COAL & PRODUCE BUSINESS: [702, 70, 824, 99]
- classified-ad: [11, 157, 138, 344]
- ad-title: FARM PROPERTIES FOR SALE: [705, 1200, 821, 1229]
- masthead: [0, 0, 1114, 40]
- column-6: [695, 44, 833, 1532]
- column-heading: LAND FOR SALE.: [287, 44, 414, 62]
- classified-ad: [287, 955, 414, 1168]
- ad-agent: ROBERT HOOD, 20 and 21, Waitemata Chambers, Customs Street West, Auckland. P.O. Box 464.: [288, 1111, 412, 1160]
- classified-ad: [838, 428, 965, 686]
- ad-agent: CARTEN & COX, LAND & FINANCIAL AGENTS, 'Phone 318. HAWERA. P.O. Box 125.: [564, 905, 687, 953]
- ad-agent: TREWEEK & JOLL, LAND AGENTS, HAWERA.: [700, 383, 826, 407]
- ad-title: FOR SALE OR EXCHANGE.: [585, 70, 666, 99]
- classified-ad: [149, 66, 276, 449]
- ad-title: HERE WE HAVE IT!: [844, 244, 958, 259]
- classified-ad: [424, 552, 551, 703]
- ad-subtitle: FOR IMMEDIATE SALE, HAWERA.: [708, 102, 818, 125]
- ad-agent: SETTLERS' AGENCY, WARD STREET, HAMILTON.: [299, 908, 401, 944]
- ad-agent: F. J. V. WILSON & CO., HAWERA (Above Gillett's Drapery). A. BOSLEY, Representative Eltham.: [706, 949, 821, 998]
- ad-title: 170 ACRES: [457, 341, 519, 356]
- ad-title: MATAMATA.: [588, 968, 662, 983]
- ad-title: THIS IS YOUR CHANCE TO BUY A FARM AT LOW PRICE.: [707, 422, 819, 479]
- ad-agent: J. SUTHERLAND, INGLEWOOD.: [859, 819, 942, 843]
- ad-title: NELSON & PATERSON, HAMILTON.: [866, 1042, 936, 1085]
- ad-agent: A. C. GRAY AND CO., LAND, ESTATE AND GENERAL COMMISSION AGENTS, INGLEWOOD. Agents International Harvester Co. Victoria Insurance Co.: [428, 1385, 548, 1470]
- ad-title: FARMERS' CO-OPERATIVE ORGANISATION SOCIETY, LTD.,: [440, 710, 535, 766]
- ad-title: CHEAPEST BUYING IN TARANAKI.: [154, 1339, 270, 1368]
- ad-title: 50 ACRES.: [1010, 290, 1069, 305]
- classified-ad: [975, 160, 1103, 282]
- ad-body: SITUATED at Opunake; wintering 40 cows. PRICE, £70 per acre; £2000 to £1200 cash. Easy terms for balance.: [975, 432, 1103, 462]
- classified-ad: [149, 1530, 276, 1767]
- ad-subtitle: A LOVELY ELTHAM RESIDENCE.: [441, 815, 534, 838]
- ad-title: CONSIDER THIS.: [576, 716, 675, 731]
- ad-body: 93 ACRES, 7-roomed house, h. and c. water, bath room, pantry, store room, concrete floor shed, machines installed. Carrying capacity at present 70 dairy cows. This is one of the best places on the swamp, and sure to rise. Price, only £30 per acre. My list of North properties is one of the best in Taranaki.: [837, 725, 965, 816]
- column-heading: LAND FOR SALE.: [700, 44, 827, 62]
- ad-agent: EBERLET AND MORGAN, Box 191, opposite the post office, New Plymouth. 'Phone 121. If you Want to SELL your property place it in OUR hands.: [149, 368, 276, 441]
- classified-ad: [149, 1128, 276, 1331]
- ad-agent: HUGHSON'S, LTD. RAHOTU. R. D. M. KING, OKATO, Land Salesman.: [15, 694, 133, 731]
- classified-ad: [287, 66, 414, 403]
- ad-body: 1600 ACRES, Upper Waitara, freehold, all in grass; 400 acres rich river flats, balance downs, well divided into 16 paddocks. One mile from school. Good dwelling of 8 rooms, woolshed, large shed, cattle and all other outbuildings. Average wool clips 32 bails. A very good place on very good road. Only £7 10s per acre, with easy terms to good man. APPLY EARLY.: [699, 835, 827, 946]
- classified-ad: [424, 793, 551, 1112]
- ad-subtitle: IS COLMORE-WILLIAMS.: [15, 791, 134, 802]
- ad-body: THIS lovely Dairy Farm of 148 Acres freehold, situated about one mile railway station, butter or cheese factory, township, school, P.O., public halls, church, etc. On good level metalled road. Good new house of six rooms, with bath-room and pantry. Very excellent cowshed and barn, implement shed and trapshed and outbuildings. Will take a good house in exchange. Very few weeds. Nicely watered and well fenced. Nearly 100 acres been stumped and ploughed. Easily worked, being two sections with wide frontages over boundary at back. Pastures are first-class. An ideal dairy farm. Owner going to retire, and will exchange for a good home in New Plymouth, or will sell outright for £90 an acre, with £3000 cash, balance at 5½ per cent. I have inspected this farm, and will recommend it to anyone. Owner of adjoining farm requires £110 an acre. Write or call and see me without delay.: [975, 761, 1103, 1023]
- ad-subtitle: GET IN BEFORE THE RISE.: [425, 116, 550, 127]
- ad-agent: LYNSKEY & EVANS, REGENT STREET, HAWERA.: [991, 466, 1087, 502]
- ad-body: FREEHOLD, level to rolling country, all ploughable and in grass. Four-roomed house, concreted cowshed, cart, implement shed, piggeries, etc.; 3 cows. Milking plant goes with farm. ONLY £40 PER ACRE. CASH £2000. BALANCE ARRANGED.: [424, 359, 551, 429]
- ad-title: 13 ACRES: [460, 445, 516, 460]
- ad-body: I HAVE A VERY LARGE LIST OF DAIRY FARMS IN THAMES VALLEY, TE AROHA, WAITOA, MANAWARU, MORRINSVILLE, HAMILTON, CAMBRIDGE, GORDONTON, TE AWAMUTU, OHAUPO and OTHER DISTRICTS. SIZES & TERMS TO SUIT ALL BUYERS. Let me know your wants and I will send you particulars.: [837, 88, 965, 189]
- ad-title: PRETTY SUBURBAN PROPERTY.: [704, 1013, 822, 1042]
- ad-title: 147 ACRES.: [1007, 414, 1072, 429]
- column-heading: LAND FOR SALE.: [562, 44, 689, 62]
- column-8: [970, 44, 1108, 1772]
- ad-body: 66 ACRES, at Tikorangi, freehold; subdivided into 10 paddocks, all in grass; 8-bail cowshed, barn, house 4 rooms, bathroom, every convenience; 1½ miles from school and factory. PRICE, £92 per acre; £2000 cash, balance at 6 per cent. Everyone knows what Tikorangi land is like. Must sell at this price.: [837, 287, 965, 378]
- ad-body: ILL-HEALTH OF OWNER COMPELS A SACRIFICE. PERSONALLY INSPECTED AND RECOMMENDED. 615 ACRES, situated about 8 miles from Bull Road Railway Station and about four miles from Kakaramea. About 90 acres are in light bush, the balance being in good English grass. Now carrying 80 dairy cows, 3 bulls, 45 young cattle, 5 horses and 150 sheep, and will do a lot more. BUILDINGS comprise a good 5-roomed house, 14-bail milking shed, woolshed, implement shed and piggeries. THE LAND is well watered by creeks and river on boundary, and is divided into 15 paddocks. SCHOOL, FACTORY & POST OFFICE 3 miles. PRICE FOR A FEW DAYS ONLY: £16 10s PER ACRE. TERMS £1500 cash, or as may be arranged. This is one of the best propositions we have offered for some time. The owner is selling solely on account of ill-health, and is prepared to consider taking a small dairy farm (or perhaps good town property) in exchange.: [562, 127, 689, 410]
- classified-ad: [149, 1335, 276, 1527]
- classified-ad: [11, 66, 138, 155]
- classified-ad: [149, 452, 276, 806]
